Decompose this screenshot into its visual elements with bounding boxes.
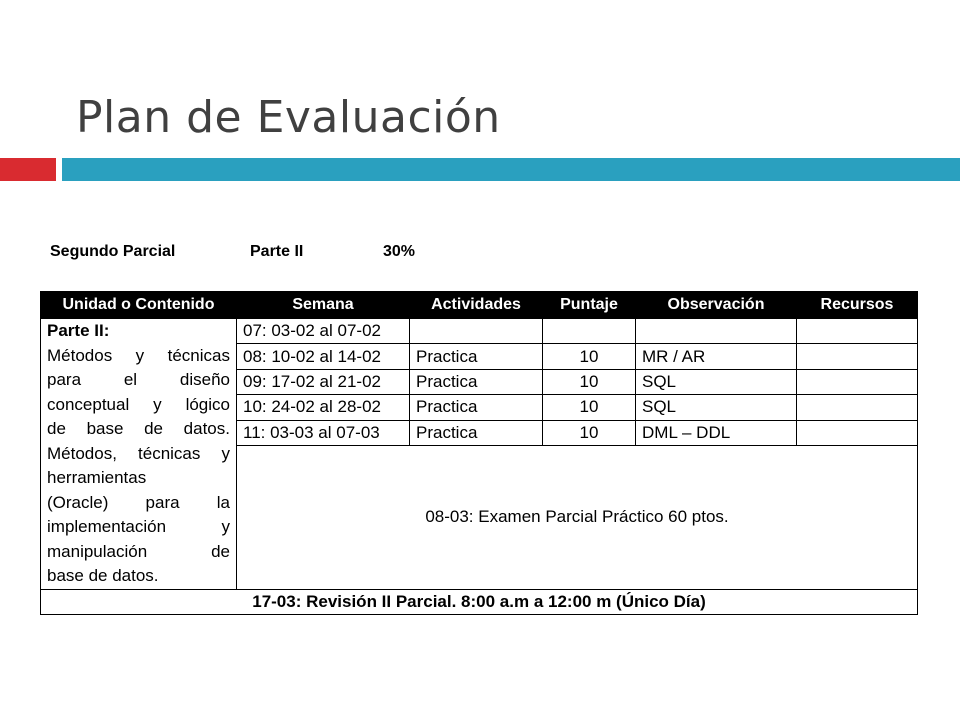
actividad-cell: Practica — [410, 395, 543, 420]
unit-line: conceptual y lógico — [47, 394, 230, 414]
table-row — [41, 319, 918, 344]
table-header-row — [41, 292, 918, 319]
observacion-cell: MR / AR — [636, 344, 797, 369]
semana-cell: 07: 03-02 al 07-02 — [237, 319, 410, 344]
puntaje-cell: 10 — [543, 369, 636, 394]
review-note-cell: 17-03: Revisión II Parcial. 8:00 a.m a 12:00 m (Único Día) — [41, 589, 918, 614]
exam-note-cell: 08-03: Examen Parcial Práctico 60 ptos. — [237, 446, 918, 589]
semana-cell: 11: 03-03 al 07-03 — [237, 420, 410, 445]
unit-title: Parte II: — [47, 321, 110, 340]
actividad-cell — [410, 319, 543, 344]
unit-line: manipulación de — [47, 541, 230, 561]
recursos-cell — [797, 319, 918, 344]
col-header-puntaje: Puntaje — [543, 292, 636, 319]
accent-bar-blue — [62, 158, 960, 181]
unit-description — [47, 344, 230, 589]
semana-cell: 08: 10-02 al 14-02 — [237, 344, 410, 369]
section-label: Segundo Parcial — [50, 243, 176, 260]
actividad-cell: Practica — [410, 369, 543, 394]
puntaje-cell: 10 — [543, 344, 636, 369]
col-header-unidad: Unidad o Contenido — [41, 292, 237, 319]
slide-title: Plan de Evaluación — [76, 92, 501, 143]
observacion-cell: SQL — [636, 369, 797, 394]
recursos-cell — [797, 369, 918, 394]
recursos-cell — [797, 420, 918, 445]
evaluation-table — [40, 291, 918, 615]
unit-line: herramientas — [47, 468, 147, 487]
recursos-cell — [797, 344, 918, 369]
col-header-recursos: Recursos — [797, 292, 918, 319]
col-header-semana: Semana — [237, 292, 410, 319]
actividad-cell: Practica — [410, 344, 543, 369]
puntaje-cell — [543, 319, 636, 344]
unit-line: (Oracle) para la — [47, 492, 230, 512]
unit-line: de base de datos. — [47, 419, 230, 438]
col-header-observacion: Observación — [636, 292, 797, 319]
unit-content-cell — [41, 319, 237, 590]
semana-cell: 09: 17-02 al 21-02 — [237, 369, 410, 394]
col-header-actividades: Actividades — [410, 292, 543, 319]
puntaje-cell: 10 — [543, 395, 636, 420]
unit-line: para el diseño — [47, 370, 230, 389]
accent-bar-red — [0, 158, 56, 181]
unit-line: Métodos, técnicas y — [47, 443, 230, 463]
section-percent: 30% — [383, 243, 416, 260]
table-footer-row — [41, 589, 918, 614]
observacion-cell — [636, 319, 797, 344]
section-part: Parte II — [250, 243, 304, 260]
puntaje-cell: 10 — [543, 420, 636, 445]
unit-line: base de datos. — [47, 566, 159, 585]
recursos-cell — [797, 395, 918, 420]
unit-line: Métodos y técnicas — [47, 345, 230, 365]
semana-cell: 10: 24-02 al 28-02 — [237, 395, 410, 420]
actividad-cell: Practica — [410, 420, 543, 445]
observacion-cell: DML – DDL — [636, 420, 797, 445]
unit-line: implementación y — [47, 517, 230, 536]
observacion-cell: SQL — [636, 395, 797, 420]
